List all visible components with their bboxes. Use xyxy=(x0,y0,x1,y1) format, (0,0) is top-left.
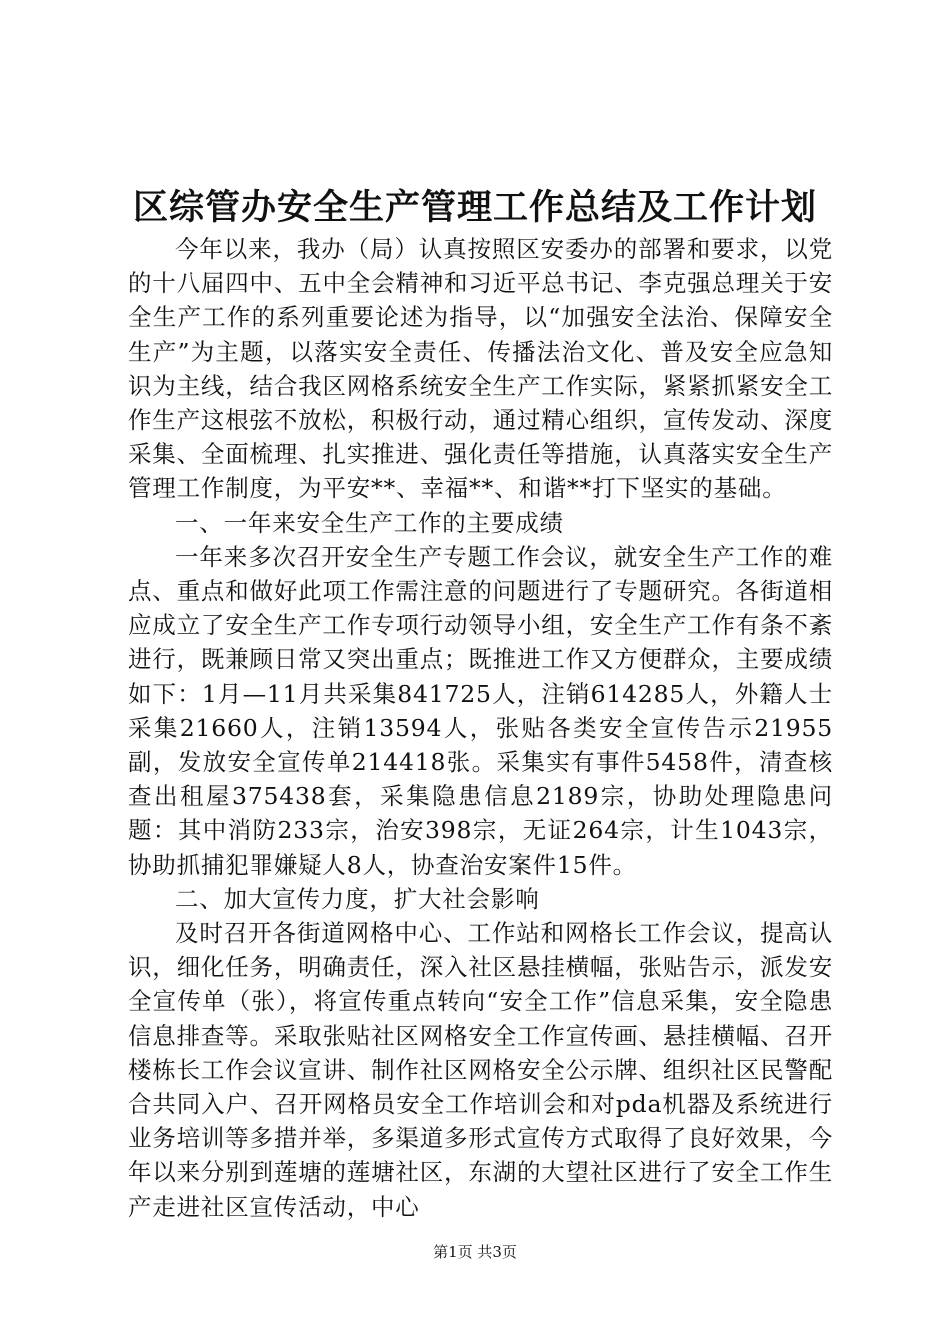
section-heading-1: 一、一年来安全生产工作的主要成绩 xyxy=(175,508,564,537)
paragraph-intro: 今年以来，我办（局）认真按照区安委办的部署和要求，以党的十八届四中、五中全会精神和习近平总书记、李克强总理关于安全生产工作的系列重要论述为指导，以“加强安全法治、保障安全生产”为主题，以落实安全责任、传播法治文化、普及安全应急知识为主线，结合我区网格系统安全生产工作实际，紧紧抓紧安全工作生产这根弦不放松，积极行动，通过精心组织，宣传发动、深度采集、全面梳理、扎实推进、强化责任等措施，认真落实安全生产管理工作制度，为平安**、幸福**、和谐**打下坚实的基础。 xyxy=(128,235,833,503)
paragraph-publicity: 及时召开各街道网格中心、工作站和网格长工作会议，提高认识，细化任务，明确责任，深入社区悬挂横幅，张贴告示，派发安全宣传单（张），将宣传重点转向“安全工作”信息采集，安全隐患信息排查等。采取张贴社区网格安全工作宣传画、悬挂横幅、召开楼栋长工作会议宣讲、制作社区网格安全公示牌、组织社区民警配合共同入户、召开网格员安全工作培训会和对pda机器及系统进行业务培训等多措并举，多渠道多形式宣传方式取得了良好效果，今年以来分别到莲塘的莲塘社区，东湖的大望社区进行了安全工作生产走进社区宣传活动，中心 xyxy=(128,919,833,1221)
paragraph-achievements: 一年来多次召开安全生产专题工作会议，就安全生产工作的难点、重点和做好此项工作需注意的问题进行了专题研究。各街道相应成立了安全生产工作专项行动领导小组，安全生产工作有条不紊进行，既兼顾日常又突出重点；既推进工作又方便群众，主要成绩如下：1月—11月共采集841725人，注销614285人，外籍人士采集21660人，注销13594人，张贴各类安全宣传告示21955副，发放安全宣传单214418张。采集实有事件5458件，清查核查出租屋375438套，采集隐患信息2189宗，协助处理隐患问题：其中消防233宗，治安398宗，无证264宗，计生1043宗，协助抓捕犯罪嫌疑人8人，协查治安案件15件。 xyxy=(128,542,833,879)
document-body xyxy=(128,232,833,1224)
document-title: 区综管办安全生产管理工作总结及工作计划 xyxy=(132,187,817,228)
page-footer: 第1页 共3页 xyxy=(433,1243,517,1261)
section-heading-2: 二、加大宣传力度，扩大社会影响 xyxy=(175,884,540,913)
